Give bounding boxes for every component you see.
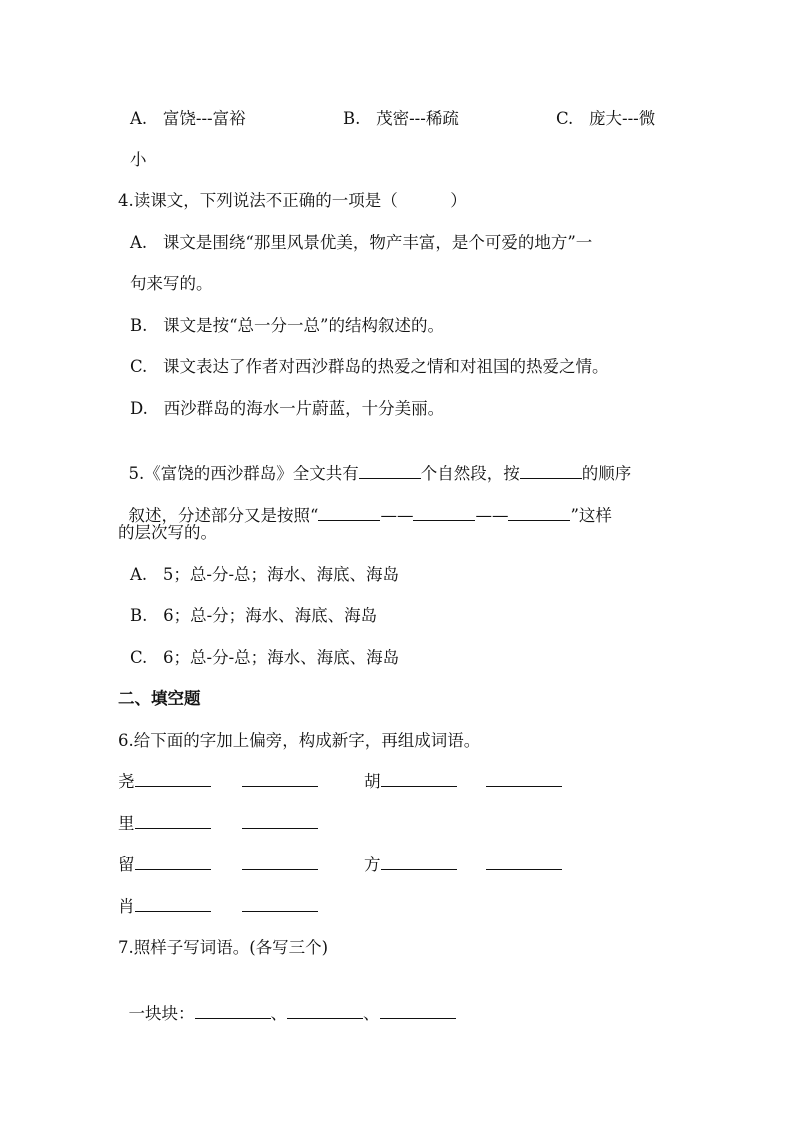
- q6-stem: 6.给下面的字加上偏旁，构成新字，再组成词语。: [118, 731, 481, 750]
- q4-option-b: B. 课文是按“总一分一总”的结构叙述的。: [130, 316, 444, 335]
- q6-char: 里: [118, 814, 135, 833]
- q7-sep: 、: [363, 1004, 380, 1023]
- q5-option-b: B. 6；总-分；海水、海底、海岛: [130, 606, 378, 625]
- q5-text-3: 的顺序: [581, 464, 632, 483]
- q6-item-5: [364, 853, 457, 877]
- q6-char: 留: [118, 855, 135, 874]
- q6-blank[interactable]: [135, 895, 211, 912]
- q5-text-4: 叙述，分述部分又是按照“: [128, 506, 319, 525]
- q4-option-a-wrap: 句来写的。: [130, 274, 213, 293]
- q4-option-a: A. 课文是围绕“那里风景优美，物产丰富，是个可爱的地方”一: [130, 233, 593, 252]
- q6-char: 尧: [118, 772, 135, 791]
- q6-blank[interactable]: [135, 770, 211, 787]
- q6-blank[interactable]: [135, 812, 211, 829]
- q6-blank[interactable]: [486, 853, 562, 870]
- q5-text-1: 5.《富饶的西沙群岛》全文共有: [128, 464, 359, 483]
- q5-blank-5[interactable]: [508, 504, 570, 521]
- q5-dash-2: ——: [475, 506, 509, 525]
- q5-line-3: 的层次写的。: [118, 523, 217, 542]
- q3-option-a: A. 富饶---富裕: [130, 109, 246, 128]
- q5-blank-1[interactable]: [359, 462, 421, 479]
- q6-blank[interactable]: [242, 770, 318, 787]
- q3-option-b: B. 茂密---稀疏: [343, 109, 459, 128]
- q5-dash-1: ——: [380, 506, 414, 525]
- q6-item-3: [118, 812, 211, 836]
- q6-item-1: [118, 770, 211, 794]
- q6-blank[interactable]: [381, 853, 457, 870]
- q7-label: 一块块：: [128, 1004, 195, 1023]
- q6-blank[interactable]: [381, 770, 457, 787]
- q5-line-1: [118, 438, 631, 486]
- q6-item-6-word: [242, 895, 318, 919]
- q5-blank-2[interactable]: [520, 462, 582, 479]
- q5-blank-3[interactable]: [318, 504, 380, 521]
- q6-blank[interactable]: [242, 853, 318, 870]
- q6-blank[interactable]: [135, 853, 211, 870]
- q6-char: 胡: [364, 772, 381, 791]
- q6-char: 肖: [118, 897, 135, 916]
- q7-blank-2[interactable]: [287, 1002, 363, 1019]
- q6-item-2-word: [486, 770, 562, 794]
- q6-item-6: [118, 895, 211, 919]
- q5-text-2: 个自然段，按: [420, 464, 520, 483]
- q7-stem: 7.照样子写词语。(各写三个): [118, 938, 329, 957]
- q5-option-c: C. 6；总-分-总；海水、海底、海岛: [130, 648, 400, 667]
- q7-answer-line: [118, 978, 456, 1026]
- q6-char: 方: [364, 855, 381, 874]
- q4-stem: 4.读课文，下列说法不正确的一项是（ ）: [118, 191, 467, 210]
- q6-blank[interactable]: [242, 812, 318, 829]
- q3-option-c: C. 庞大---微: [556, 109, 656, 128]
- q6-item-4-word: [242, 853, 318, 877]
- q7-blank-1[interactable]: [195, 1002, 271, 1019]
- q5-blank-4[interactable]: [413, 504, 475, 521]
- q5-option-a: A. 5；总-分-总；海水、海底、海岛: [130, 565, 400, 584]
- q6-blank[interactable]: [242, 895, 318, 912]
- q7-blank-3[interactable]: [380, 1002, 456, 1019]
- q6-item-3-word: [242, 812, 318, 836]
- q6-item-2: [364, 770, 457, 794]
- q6-item-5-word: [486, 853, 562, 877]
- q6-item-1-word: [242, 770, 318, 794]
- q5-text-5: ”这样: [570, 506, 612, 525]
- q3-option-c-wrap: 小: [130, 150, 147, 169]
- q4-option-c: C. 课文表达了作者对西沙群岛的热爱之情和对祖国的热爱之情。: [130, 357, 609, 376]
- q6-blank[interactable]: [486, 770, 562, 787]
- q7-sep: 、: [270, 1004, 287, 1023]
- q4-option-d: D. 西沙群岛的海水一片蔚蓝，十分美丽。: [130, 399, 445, 418]
- q6-item-4: [118, 853, 211, 877]
- section-heading: 二、填空题: [118, 689, 201, 708]
